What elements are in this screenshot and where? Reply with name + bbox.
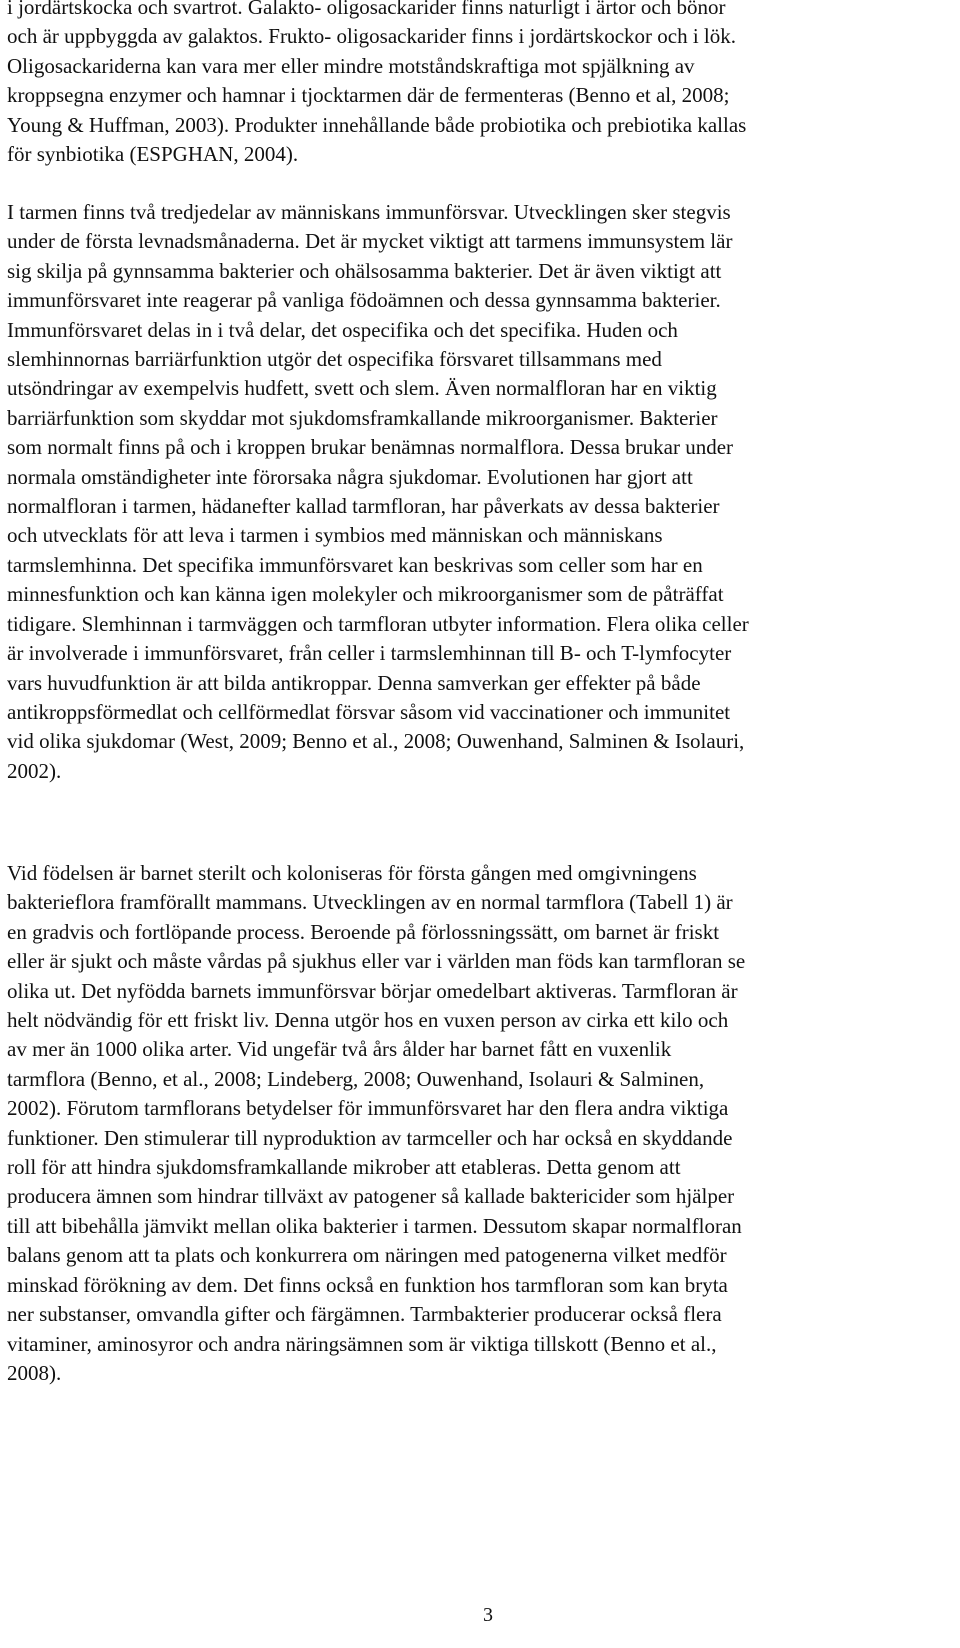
text-line: normala omständigheter inte förorsaka några sjukdomar. Evolutionen har gjort att xyxy=(7,464,693,489)
text-line: 2002). xyxy=(7,758,62,783)
text-line: i jordärtskocka och svartrot. Galakto- oligosackarider finns naturligt i ärtor och bönor xyxy=(7,0,726,19)
text-line: minskad förökning av dem. Det finns också en funktion hos tarmfloran som kan bryta xyxy=(7,1272,728,1297)
text-line: slemhinnornas barriärfunktion utgör det ospecifika försvaret tillsammans med xyxy=(7,347,662,372)
text-line: och utvecklats för att leva i tarmen i symbios med människan och människans xyxy=(7,523,663,548)
text-line: producera ämnen som hindrar tillväxt av patogener så kallade baktericider som hjälper xyxy=(7,1184,735,1209)
text-line: eller är sjukt och måste vårdas på sjukhus eller var i världen man föds kan tarmfloran se xyxy=(7,949,746,974)
text-line: tidigare. Slemhinnan i tarmväggen och tarmfloran utbyter information. Flera olika celler xyxy=(7,611,749,636)
text-line: antikroppsförmedlat och cellförmedlat försvar såsom vid vaccinationer och immunitet xyxy=(7,699,731,724)
paragraph-gut-flora xyxy=(7,859,942,1388)
text-line: immunförsvaret inte reagerar på vanliga födoämnen och dessa gynnsamma bakterier. xyxy=(7,288,721,313)
text-line: Immunförsvaret delas in i två delar, det ospecifika och det specifika. Huden och xyxy=(7,317,678,342)
text-line: en gradvis och fortlöpande process. Beroende på förlossningssätt, om barnet är friskt xyxy=(7,919,720,944)
text-line: minnesfunktion och kan känna igen molekyler och mikroorganismer som de påträffat xyxy=(7,582,724,607)
paragraph-oligosaccharides xyxy=(7,0,942,169)
text-line: normalfloran i tarmen, hädanefter kallad tarmfloran, har påverkats av dessa bakterier xyxy=(7,494,720,519)
text-line: sig skilja på gynnsamma bakterier och ohälsosamma bakterier. Det är även viktigt att xyxy=(7,258,722,283)
text-line: som normalt finns på och i kroppen brukar benämnas normalflora. Dessa brukar under xyxy=(7,435,734,460)
text-line: av mer än 1000 olika arter. Vid ungefär två års ålder har barnet fått en vuxenlik xyxy=(7,1037,672,1062)
text-line: helt nödvändig för ett friskt liv. Denna utgör hos en vuxen person av cirka ett kilo och xyxy=(7,1008,729,1033)
text-line: barriärfunktion som skyddar mot sjukdomsframkallande mikroorganismer. Bakterier xyxy=(7,405,718,430)
text-line: tarmflora (Benno, et al., 2008; Lindeberg, 2008; Ouwenhand, Isolauri & Salminen, xyxy=(7,1066,705,1091)
text-line: tarmslemhinna. Det specifika immunförsvaret kan beskrivas som celler som har en xyxy=(7,552,703,577)
page-number: 3 xyxy=(483,1604,493,1626)
text-line: till att bibehålla jämvikt mellan olika bakterier i tarmen. Dessutom skapar normalfloran xyxy=(7,1213,742,1238)
text-line: är involverade i immunförsvaret, från celler i tarmslemhinnan till B- och T-lymfocyter xyxy=(7,641,732,666)
text-line: I tarmen finns två tredjedelar av människans immunförsvar. Utvecklingen sker stegvis xyxy=(7,200,731,224)
text-line: 2008). xyxy=(7,1360,62,1385)
text-line: Young & Huffman, 2003). Produkter innehållande både probiotika och prebiotika kallas xyxy=(7,112,747,137)
text-line: ner substanser, omvandla gifter och färgämnen. Tarmbakterier producerar också flera xyxy=(7,1302,722,1327)
text-line: funktioner. Den stimulerar till nyproduktion av tarmceller och har också en skyddande xyxy=(7,1125,733,1150)
text-line: balans genom att ta plats och konkurrera om näringen med patogenerna vilket medför xyxy=(7,1243,727,1268)
text-line: Oligosackariderna kan vara mer eller mindre motståndskraftiga mot spjälkning av xyxy=(7,53,695,78)
text-line: för synbiotika (ESPGHAN, 2004). xyxy=(7,142,299,167)
text-line: Vid födelsen är barnet sterilt och koloniseras för första gången med omgivningens xyxy=(7,861,697,885)
text-line: bakterieflora framförallt mammans. Utvecklingen av en normal tarmflora (Tabell 1) är xyxy=(7,890,733,915)
text-line: 2002). Förutom tarmflorans betydelser för immunförsvaret har den flera andra viktiga xyxy=(7,1096,729,1121)
text-line: utsöndringar av exempelvis hudfett, svett och slem. Även normalfloran har en viktig xyxy=(7,376,717,401)
text-line: vid olika sjukdomar (West, 2009; Benno et al., 2008; Ouwenhand, Salminen & Isolauri, xyxy=(7,729,745,754)
text-line: roll för att hindra sjukdomsframkallande mikrober att etableras. Detta genom att xyxy=(7,1155,681,1180)
paragraph-immune-system xyxy=(7,198,942,786)
text-line: kroppsegna enzymer och hamnar i tjocktarmen där de fermenteras (Benno et al, 2008; xyxy=(7,83,730,108)
text-line: vitaminer, aminosyror och andra näringsämnen som är viktiga tillskott (Benno et al., xyxy=(7,1331,717,1356)
text-line: olika ut. Det nyfödda barnets immunförsvar börjar omedelbart aktiveras. Tarmfloran är xyxy=(7,978,738,1003)
text-line: och är uppbyggda av galaktos. Frukto- oligosackarider finns i jordärtskockor och i lök. xyxy=(7,24,736,49)
text-line: vars huvudfunktion är att bilda antikroppar. Denna samverkan ger effekter på både xyxy=(7,670,701,695)
text-line: under de första levnadsmånaderna. Det är mycket viktigt att tarmens immunsystem lär xyxy=(7,229,733,254)
